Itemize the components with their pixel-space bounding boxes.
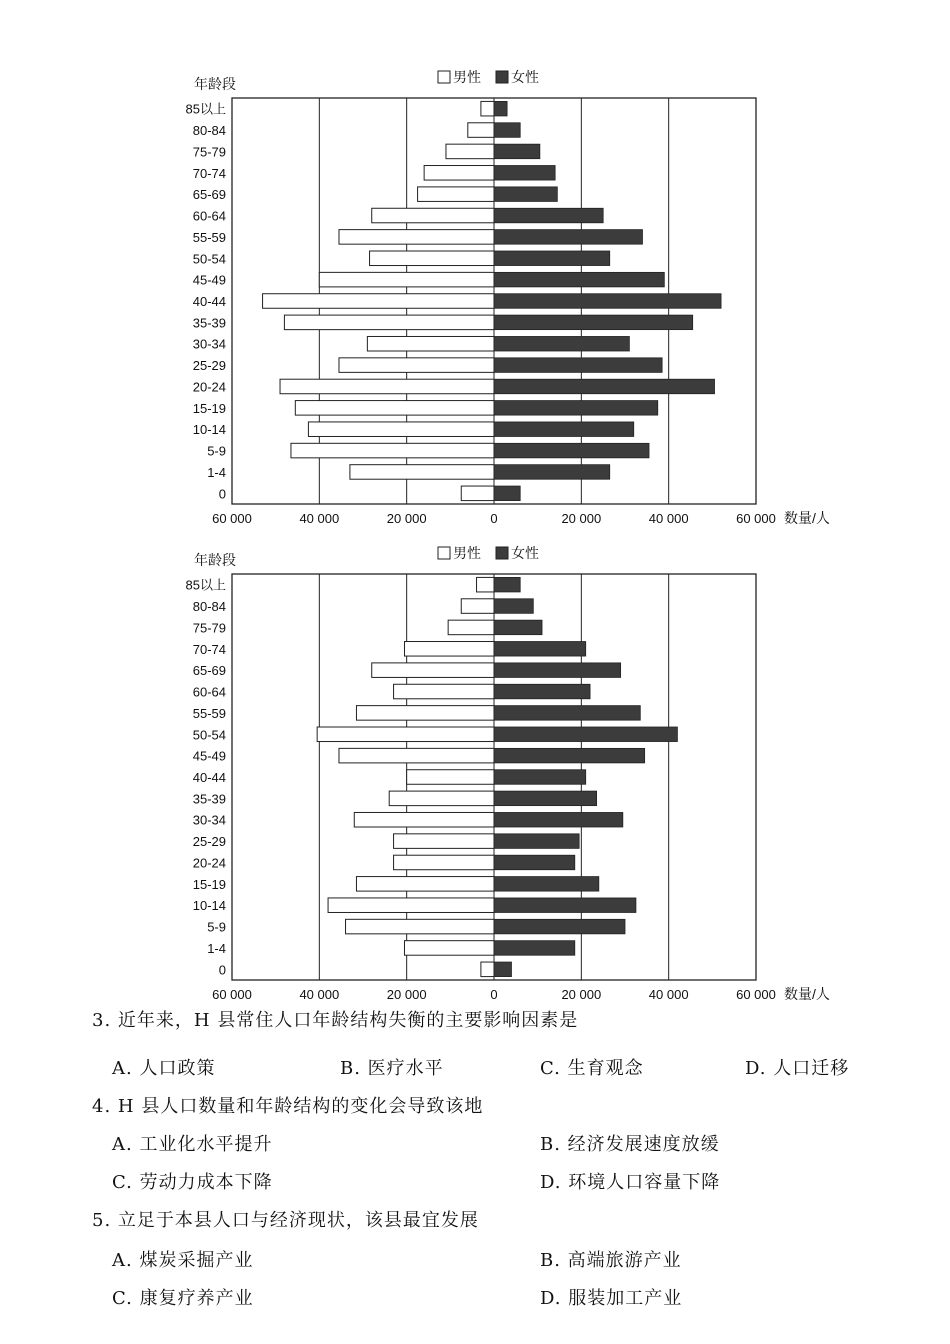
pyramid-1-male-bar xyxy=(350,465,494,480)
pyramid-2-category-label: 25-29 xyxy=(192,834,226,850)
pyramid-2-male-bar xyxy=(461,599,494,614)
pyramid-2-male-bar xyxy=(328,898,494,913)
question-3-option-d: D. 人口迁移 xyxy=(745,1058,850,1079)
pyramid-1-female-bar xyxy=(494,187,557,202)
pyramid-2-male-bar xyxy=(372,663,494,678)
question-4-option-b: B. 经济发展速度放缓 xyxy=(540,1134,720,1155)
pyramid-1-male-bar xyxy=(372,208,494,223)
pyramid-2-male-bar xyxy=(354,812,494,827)
pyramid-1-female-bar xyxy=(494,208,603,223)
pyramid-2-female-bar xyxy=(494,684,590,699)
question-4-option-d: D. 环境人口容量下降 xyxy=(540,1172,721,1193)
pyramid-1-x-axis-label: 数量/人 xyxy=(784,510,830,524)
pyramid-1-x-tick-label: 60 000 xyxy=(212,511,252,524)
pyramid-2-female-bar xyxy=(494,834,579,849)
pyramid-2-male-bar xyxy=(346,919,494,934)
pyramid-2-category-label: 50-54 xyxy=(192,727,226,743)
pyramid-1-female-bar xyxy=(494,230,642,245)
pyramid-2-legend-male-swatch xyxy=(438,547,450,559)
pyramid-2-category-label: 20-24 xyxy=(192,855,226,871)
pyramid-1-male-bar xyxy=(367,336,494,351)
question-5-option-b: B. 高端旅游产业 xyxy=(540,1250,682,1271)
pyramid-2-category-label: 0 xyxy=(218,962,226,978)
pyramid-1-x-tick-label: 40 000 xyxy=(299,511,340,524)
pyramid-2-x-tick-label: 40 000 xyxy=(299,987,340,1000)
pyramid-2-category-label: 40-44 xyxy=(192,770,226,785)
pyramid-2-category-label: 85以上 xyxy=(185,577,226,593)
pyramid-2-male-bar xyxy=(407,770,494,785)
pyramid-1-male-bar xyxy=(461,486,494,501)
pyramid-1-category-label: 55-59 xyxy=(192,229,226,245)
pyramid-1-female-bar xyxy=(494,294,721,309)
pyramid-2-category-label: 10-14 xyxy=(192,898,226,914)
pyramid-1-category-label: 80-84 xyxy=(192,123,226,139)
question-4-option-a: A. 工业化水平提升 xyxy=(112,1134,273,1155)
pyramid-2-legend-male-label: 男性 xyxy=(453,545,481,561)
pyramid-1-male-bar xyxy=(263,294,494,309)
pyramid-1-category-label: 30-34 xyxy=(192,336,226,352)
pyramid-2-x-tick-label: 0 xyxy=(490,987,498,1000)
pyramid-2-female-bar xyxy=(494,877,599,892)
pyramid-1-svg xyxy=(0,62,950,524)
pyramid-1-x-tick-label: 60 000 xyxy=(736,511,776,524)
pyramid-1-female-bar xyxy=(494,401,658,416)
question-3-option-c: C. 生育观念 xyxy=(540,1058,644,1079)
pyramid-2-female-bar xyxy=(494,855,575,870)
pyramid-2-male-bar xyxy=(404,941,494,956)
pyramid-1-category-label: 45-49 xyxy=(192,272,226,288)
pyramid-1-male-bar xyxy=(308,422,494,437)
pyramid-2-male-bar xyxy=(356,877,494,892)
pyramid-2-female-bar xyxy=(494,941,575,956)
pyramid-2-male-bar xyxy=(356,706,494,721)
pyramid-2-category-label: 15-19 xyxy=(192,876,226,892)
pyramid-1-category-label: 85以上 xyxy=(185,101,226,117)
pyramid-1-male-bar xyxy=(468,123,494,138)
population-pyramid-chart-2 xyxy=(0,538,950,1000)
pyramid-1-category-label: 75-79 xyxy=(192,144,226,160)
pyramid-1-male-bar xyxy=(284,315,494,330)
pyramid-2-female-bar xyxy=(494,770,586,785)
pyramid-1-female-bar xyxy=(494,272,664,287)
pyramid-2-svg xyxy=(0,538,950,1000)
question-5-option-c: C. 康复疗养产业 xyxy=(112,1288,254,1309)
pyramid-2-x-tick-label: 60 000 xyxy=(212,987,252,1000)
pyramid-1-male-bar xyxy=(339,358,494,373)
pyramid-1-female-bar xyxy=(494,443,649,458)
pyramid-2-x-axis-label: 数量/人 xyxy=(784,986,830,1000)
pyramid-1-x-tick-label: 20 000 xyxy=(561,511,602,524)
pyramid-2-female-bar xyxy=(494,898,636,913)
question-5-stem: 5. 立足于本县人口与经济现状，该县最宜发展 xyxy=(92,1210,479,1231)
pyramid-2-category-label: 35-39 xyxy=(192,791,226,807)
pyramid-1-male-bar xyxy=(424,166,494,181)
pyramid-1-female-bar xyxy=(494,101,507,116)
pyramid-1-y-axis-title: 年龄段 xyxy=(194,76,236,92)
pyramid-2-female-bar xyxy=(494,577,520,592)
pyramid-1-category-label: 0 xyxy=(218,486,226,502)
question-4-option-c: C. 劳动力成本下降 xyxy=(112,1172,273,1193)
pyramid-2-category-label: 75-79 xyxy=(192,620,226,636)
question-5-option-d: D. 服装加工产业 xyxy=(540,1288,683,1309)
pyramid-2-legend-female-swatch xyxy=(496,547,508,559)
pyramid-2-male-bar xyxy=(481,962,494,977)
pyramid-2-category-label: 1-4 xyxy=(207,940,226,956)
pyramid-2-category-label: 80-84 xyxy=(192,599,226,615)
pyramid-1-category-label: 50-54 xyxy=(192,251,226,267)
pyramid-2-male-bar xyxy=(394,834,494,849)
pyramid-2-x-tick-label: 20 000 xyxy=(561,987,602,1000)
pyramid-1-female-bar xyxy=(494,486,520,501)
pyramid-1-category-label: 70-74 xyxy=(192,165,226,181)
pyramid-2-category-label: 55-59 xyxy=(192,705,226,721)
pyramid-2-x-tick-label: 40 000 xyxy=(648,987,689,1000)
pyramid-2-female-bar xyxy=(494,748,645,763)
pyramid-1-category-label: 35-39 xyxy=(192,315,226,331)
pyramid-1-female-bar xyxy=(494,251,610,266)
pyramid-2-male-bar xyxy=(389,791,494,806)
pyramid-1-legend-female-swatch xyxy=(496,71,508,83)
pyramid-2-x-tick-label: 20 000 xyxy=(386,987,427,1000)
pyramid-1-male-bar xyxy=(280,379,494,394)
pyramid-2-category-label: 70-74 xyxy=(192,641,226,657)
pyramid-1-female-bar xyxy=(494,166,555,181)
pyramid-1-male-bar xyxy=(319,272,494,287)
pyramid-1-x-tick-label: 0 xyxy=(490,511,498,524)
pyramid-1-male-bar xyxy=(446,144,494,159)
pyramid-2-female-bar xyxy=(494,642,586,657)
pyramid-2-male-bar xyxy=(404,642,494,657)
pyramid-1-female-bar xyxy=(494,123,520,138)
question-5-option-a: A. 煤炭采掘产业 xyxy=(112,1250,254,1271)
pyramid-1-category-label: 5-9 xyxy=(207,443,226,459)
pyramid-1-legend-male-swatch xyxy=(438,71,450,83)
question-3-option-b: B. 医疗水平 xyxy=(340,1058,444,1079)
pyramid-2-category-label: 30-34 xyxy=(192,812,226,828)
question-4-stem: 4. H 县人口数量和年龄结构的变化会导致该地 xyxy=(92,1096,484,1117)
question-3-stem: 3. 近年来，H 县常住人口年龄结构失衡的主要影响因素是 xyxy=(92,1010,579,1031)
pyramid-1-male-bar xyxy=(291,443,494,458)
pyramid-1-female-bar xyxy=(494,315,693,330)
pyramid-1-female-bar xyxy=(494,379,715,394)
pyramid-1-category-label: 25-29 xyxy=(192,358,226,374)
pyramid-1-male-bar xyxy=(370,251,494,266)
pyramid-2-female-bar xyxy=(494,663,621,678)
pyramid-1-category-label: 1-4 xyxy=(207,464,226,480)
pyramid-2-female-bar xyxy=(494,727,677,742)
pyramid-1-male-bar xyxy=(481,101,494,116)
pyramid-2-female-bar xyxy=(494,620,542,635)
pyramid-1-male-bar xyxy=(339,230,494,245)
pyramid-1-female-bar xyxy=(494,144,540,159)
pyramid-1-legend-female-label: 女性 xyxy=(511,69,539,85)
pyramid-2-legend-female-label: 女性 xyxy=(511,545,539,561)
pyramid-2-male-bar xyxy=(394,855,494,870)
question-3-option-a: A. 人口政策 xyxy=(112,1058,216,1079)
pyramid-1-female-bar xyxy=(494,422,634,437)
pyramid-1-x-tick-label: 40 000 xyxy=(648,511,689,524)
pyramid-2-category-label: 65-69 xyxy=(192,663,226,679)
pyramid-1-category-label: 40-44 xyxy=(192,294,226,309)
pyramid-2-x-tick-label: 60 000 xyxy=(736,987,776,1000)
pyramid-1-category-label: 20-24 xyxy=(192,379,226,395)
pyramid-1-female-bar xyxy=(494,358,662,373)
pyramid-1-category-label: 65-69 xyxy=(192,187,226,203)
pyramid-2-female-bar xyxy=(494,791,597,806)
pyramid-1-x-tick-label: 20 000 xyxy=(386,511,427,524)
pyramid-1-legend-male-label: 男性 xyxy=(453,69,481,85)
pyramid-1-male-bar xyxy=(295,401,494,416)
pyramid-1-male-bar xyxy=(418,187,494,202)
pyramid-2-male-bar xyxy=(448,620,494,635)
pyramid-2-female-bar xyxy=(494,812,623,827)
pyramid-2-y-axis-title: 年龄段 xyxy=(194,552,236,568)
pyramid-1-female-bar xyxy=(494,465,610,480)
pyramid-2-male-bar xyxy=(317,727,494,742)
pyramid-2-male-bar xyxy=(394,684,494,699)
pyramid-2-category-label: 5-9 xyxy=(207,919,226,935)
pyramid-1-category-label: 60-64 xyxy=(192,208,226,224)
pyramid-1-female-bar xyxy=(494,336,629,351)
pyramid-2-male-bar xyxy=(339,748,494,763)
pyramid-1-category-label: 10-14 xyxy=(192,422,226,438)
pyramid-2-category-label: 45-49 xyxy=(192,748,226,764)
pyramid-2-category-label: 60-64 xyxy=(192,684,226,700)
pyramid-2-female-bar xyxy=(494,962,511,977)
population-pyramid-chart-1 xyxy=(0,62,950,524)
pyramid-2-female-bar xyxy=(494,706,640,721)
pyramid-2-female-bar xyxy=(494,599,533,614)
pyramid-1-category-label: 15-19 xyxy=(192,400,226,416)
pyramid-2-female-bar xyxy=(494,919,625,934)
pyramid-2-male-bar xyxy=(477,577,494,592)
